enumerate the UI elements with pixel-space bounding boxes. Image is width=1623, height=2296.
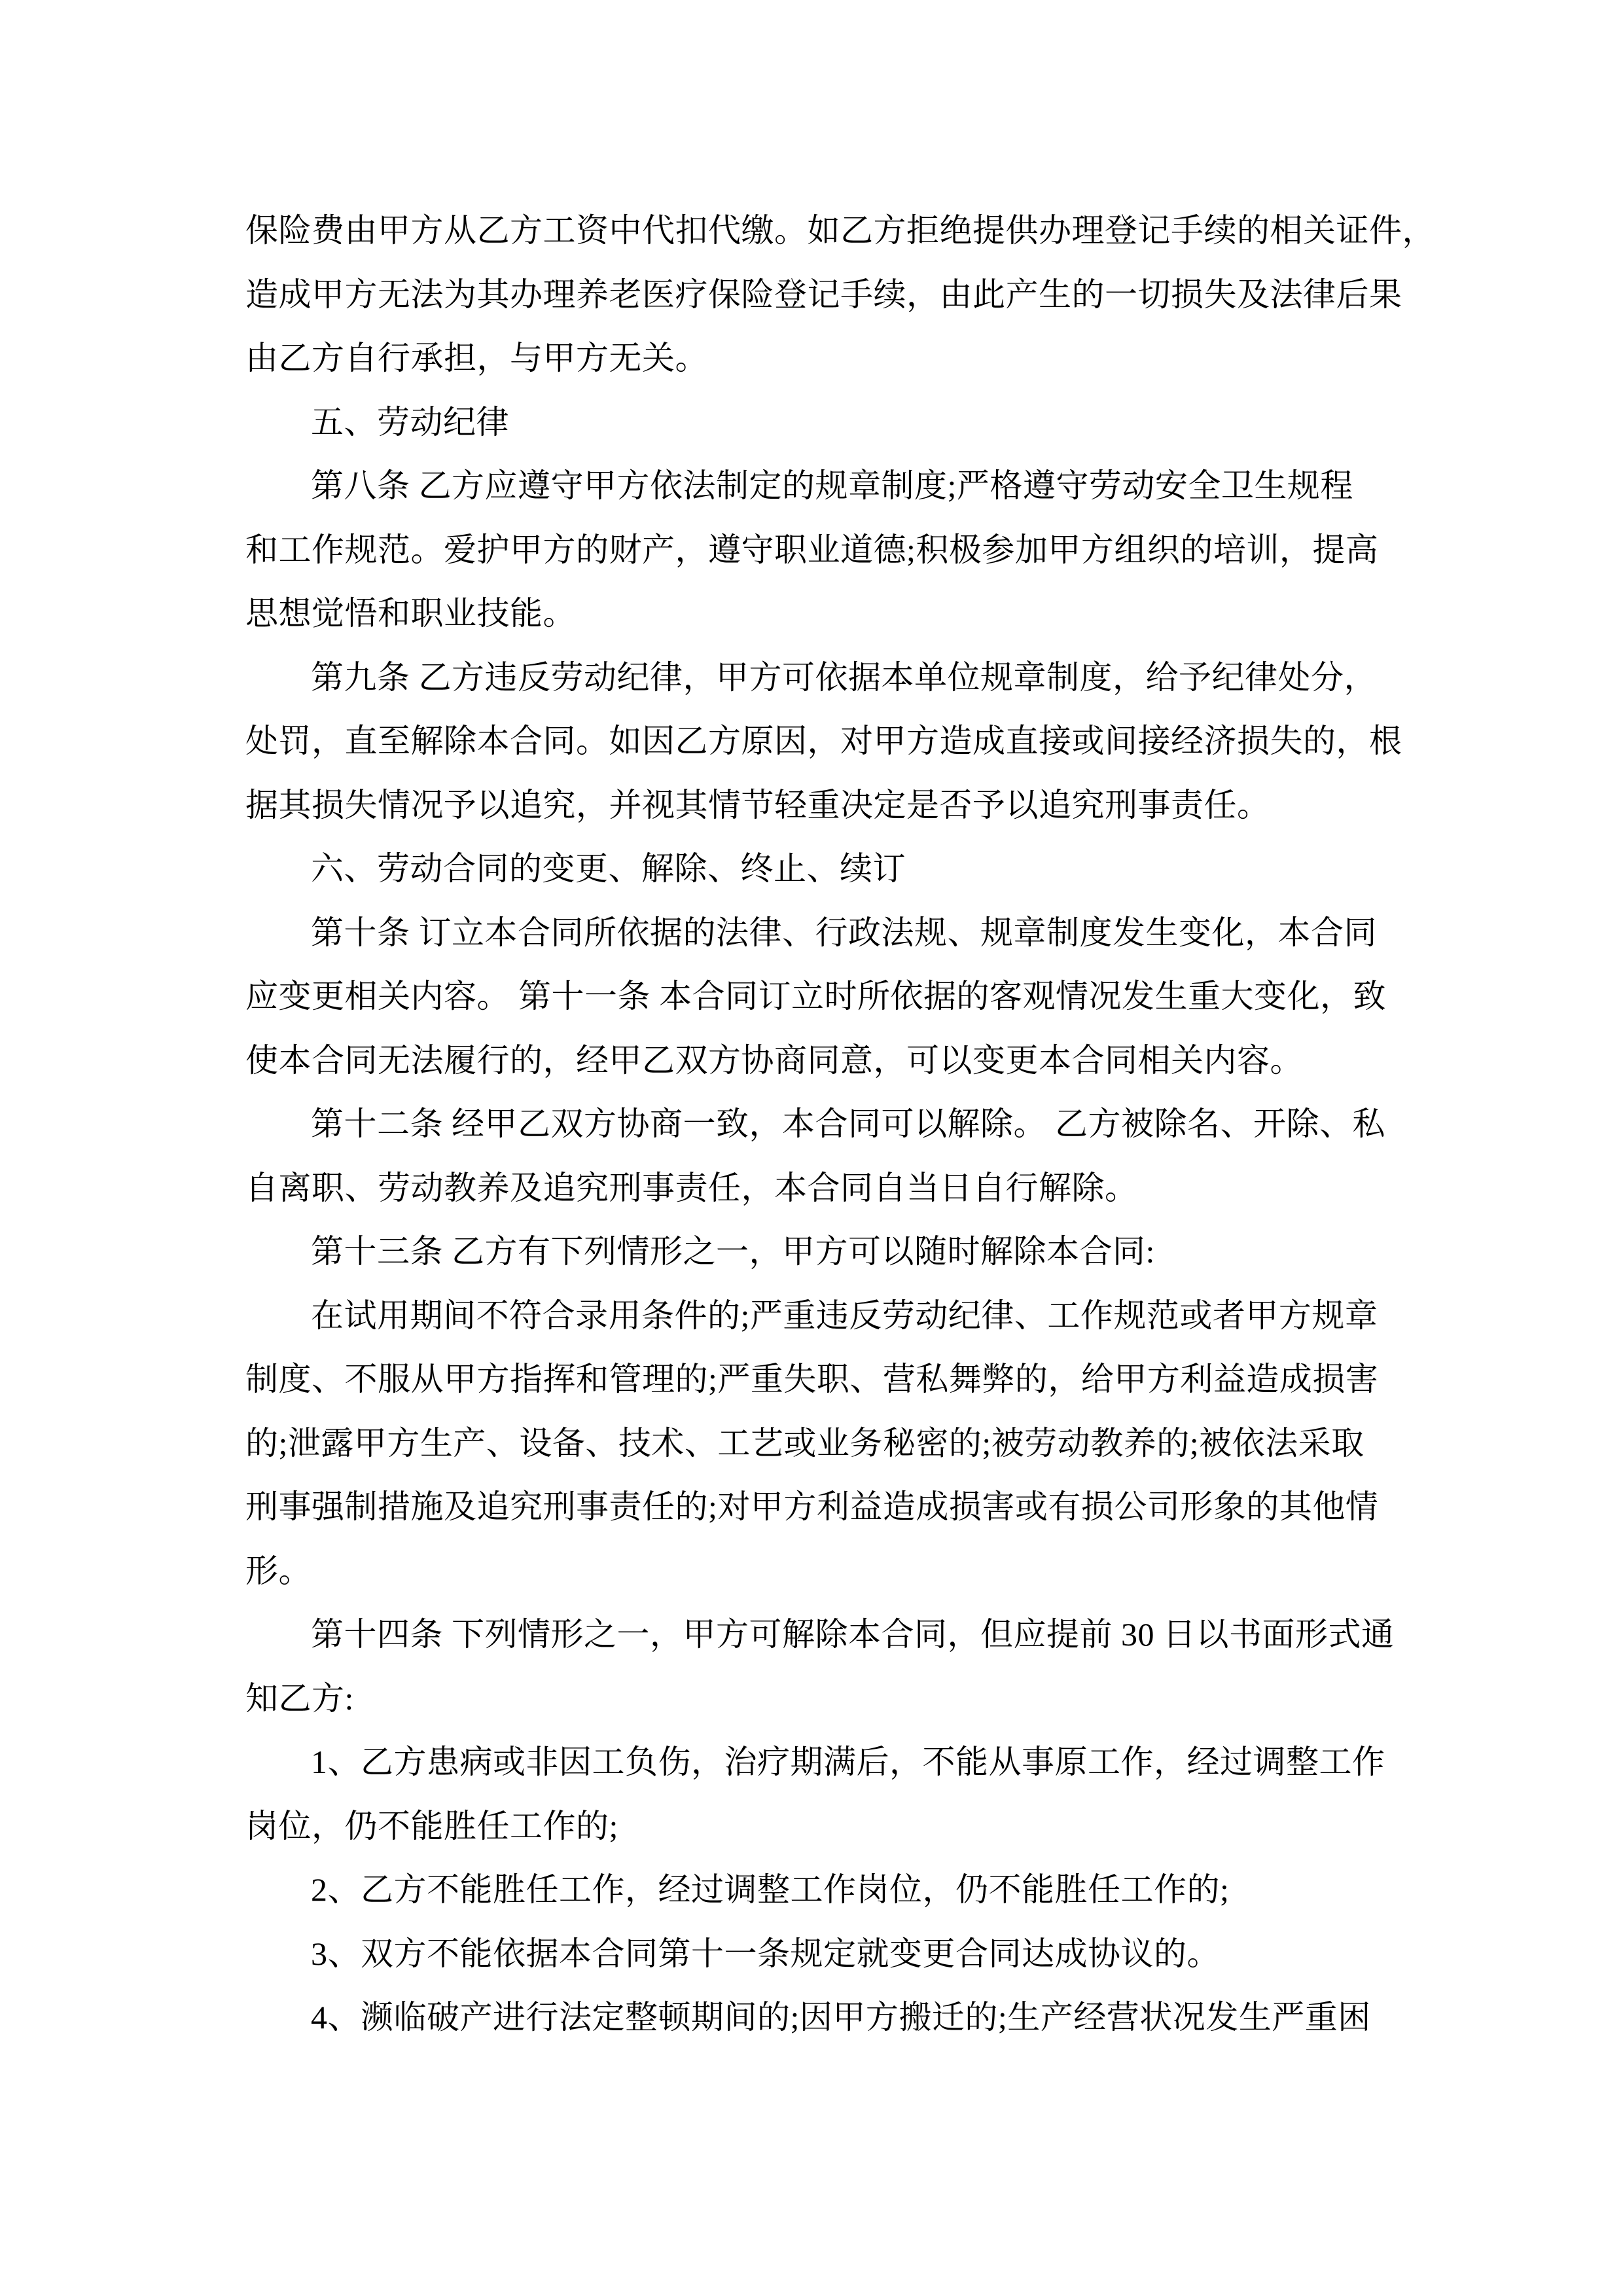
text-line: 第十四条 下列情形之一，甲方可解除本合同，但应提前 30 日以书面形式通 bbox=[311, 1616, 1395, 1653]
text-line: 保险费由甲方从乙方工资中代扣代缴。如乙方拒绝提供办理登记手续的相关证件， bbox=[245, 212, 1435, 249]
text-line: 六、劳动合同的变更、解除、终止、续订 bbox=[311, 850, 906, 887]
text-line: 知乙方: bbox=[245, 1679, 354, 1717]
text-line: 处罚，直至解除本合同。如因乙方原因，对甲方造成直接或间接经济损失的，根 bbox=[245, 723, 1402, 759]
text-line: 第十条 订立本合同所依据的法律、行政法规、规章制度发生变化，本合同 bbox=[311, 914, 1377, 951]
text-line: 的;泄露甲方生产、设备、技术、工艺或业务秘密的;被劳动教养的;被依法采取 bbox=[245, 1424, 1364, 1462]
text-line: 据其损失情况予以追究，并视其情节轻重决定是否予以追究刑事责任。 bbox=[245, 786, 1270, 823]
text-line: 4、濒临破产进行法定整顿期间的;因甲方搬迁的;生产经营状况发生严重困 bbox=[311, 1999, 1371, 2036]
text-line: 第八条 乙方应遵守甲方依法制定的规章制度;严格遵守劳动安全卫生规程 bbox=[311, 467, 1353, 504]
text-line: 第九条 乙方违反劳动纪律，甲方可依据本单位规章制度，给予纪律处分， bbox=[311, 658, 1377, 696]
document-body bbox=[245, 199, 1435, 2050]
text-line: 3、双方不能依据本合同第十一条规定就变更合同达成协议的。 bbox=[311, 1935, 1220, 1972]
text-line: 思想觉悟和职业技能。 bbox=[245, 595, 576, 632]
text-line: 制度、不服从甲方指挥和管理的;严重失职、营私舞弊的，给甲方利益造成损害 bbox=[245, 1361, 1379, 1397]
text-line: 由乙方自行承担，与甲方无关。 bbox=[245, 340, 708, 376]
text-line: 使本合同无法履行的，经甲乙双方协商同意，可以变更本合同相关内容。 bbox=[245, 1041, 1303, 1079]
text-line: 造成甲方无法为其办理养老医疗保险登记手续，由此产生的一切损失及法律后果 bbox=[245, 276, 1402, 313]
text-line: 刑事强制措施及追究刑事责任的;对甲方利益造成损害或有损公司形象的其他情 bbox=[245, 1488, 1379, 1525]
text-line: 应变更相关内容。 第十一条 本合同订立时所依据的客观情况发生重大变化，致 bbox=[245, 978, 1386, 1014]
text-line: 1、乙方患病或非因工负伤，治疗期满后，不能从事原工作，经过调整工作 bbox=[311, 1744, 1385, 1780]
text-line: 在试用期间不符合录用条件的;严重违反劳动纪律、工作规范或者甲方规章 bbox=[311, 1297, 1378, 1334]
text-line: 2、乙方不能胜任工作，经过调整工作岗位，仍不能胜任工作的; bbox=[311, 1871, 1230, 1908]
text-line: 自离职、劳动教养及追究刑事责任，本合同自当日自行解除。 bbox=[245, 1169, 1138, 1206]
text-line: 五、劳动纪律 bbox=[311, 403, 509, 440]
text-line: 第十三条 乙方有下列情形之一，甲方可以随时解除本合同: bbox=[311, 1233, 1155, 1270]
text-line: 和工作规范。爱护甲方的财产，遵守职业道德;积极参加甲方组织的培训，提高 bbox=[245, 531, 1379, 568]
text-line: 第十二条 经甲乙双方协商一致，本合同可以解除。 乙方被除名、开除、私 bbox=[311, 1105, 1385, 1142]
text-line: 岗位，仍不能胜任工作的; bbox=[245, 1807, 618, 1844]
text-line: 形。 bbox=[245, 1552, 312, 1589]
